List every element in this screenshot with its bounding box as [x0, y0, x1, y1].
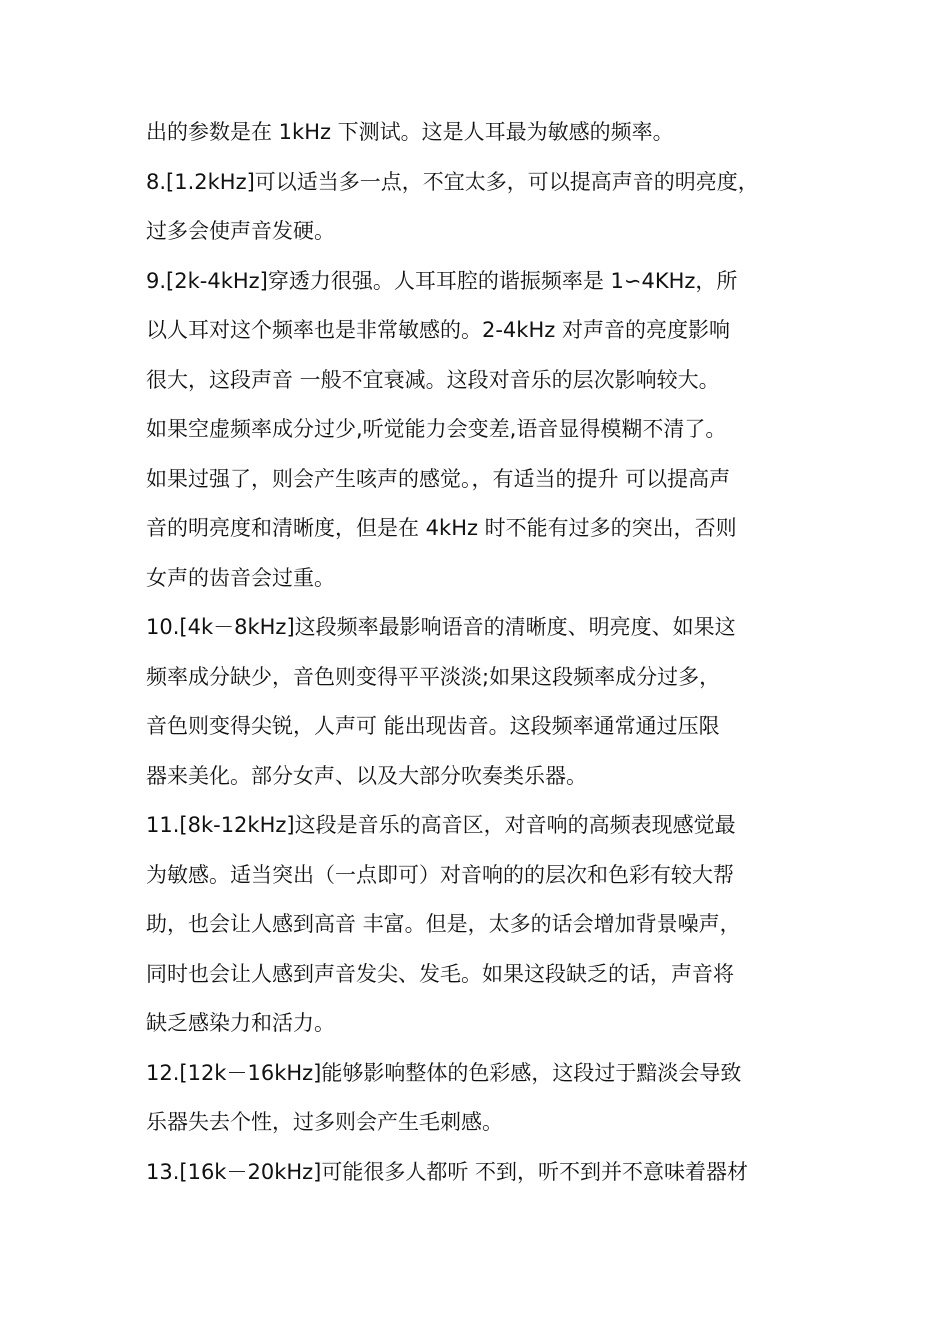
text-line: 同时也会让人感到声音发尖、发毛。如果这段缺乏的话，声音将	[146, 961, 734, 986]
text-line: 10.[4k－8kHz]这段频率最影响语音的清晰度、明亮度、如果这	[146, 615, 736, 639]
text-line: 为敏感。适当突出（一点即可）对音响的的层次和色彩有较大帮	[146, 862, 734, 887]
text-line: 13.[16k－20kHz]可能很多人都听 不到，听不到并不意味着器材	[146, 1159, 749, 1184]
text-line: 缺乏感染力和活力。	[146, 1011, 335, 1035]
document-body	[146, 108, 814, 1197]
text-line: 如果过强了，则会产生咳声的感觉。，有适当的提升 可以提高声	[146, 466, 731, 491]
text-line: 音色则变得尖锐，人声可 能出现齿音。这段频率通常通过压限	[146, 714, 720, 738]
text-line: 助，也会让人感到高音 丰富。但是，太多的话会增加背景噪声，	[146, 912, 741, 936]
text-line: 很大，这段声音 一般不宜衰减。这段对音乐的层次影响较大。	[146, 367, 720, 392]
text-line: 过多会使声音发硬。	[146, 219, 335, 243]
text-line: 12.[12k－16kHz]能够影响整体的色彩感，这段过于黯淡会导致	[146, 1060, 742, 1085]
text-line: 9.[2k-4kHz]穿透力很强。人耳耳腔的谐振频率是 1∽4KHz，所	[146, 268, 738, 293]
text-line: 如果空虚频率成分过少,听觉能力会变差,语音显得模糊不清了。	[146, 417, 727, 441]
text-line: 以人耳对这个频率也是非常敏感的。2-4kHz 对声音的亮度影响	[146, 318, 730, 342]
text-line: 频率成分缺少，音色则变得平平淡淡;如果这段频率成分过多，	[146, 664, 721, 689]
text-line: 8.[1.2kHz]可以适当多一点，不宜太多，可以提高声音的明亮度，	[146, 169, 759, 194]
text-line: 音的明亮度和清晰度，但是在 4kHz 时不能有过多的突出，否则	[146, 516, 737, 540]
text-line: 女声的齿音会过重。	[146, 565, 335, 590]
text-line: 出的参数是在 1kHz 下测试。这是人耳最为敏感的频率。	[146, 120, 674, 144]
text-line: 11.[8k-12kHz]这段是音乐的高音区，对音响的高频表现感觉最	[146, 813, 736, 837]
text-line: 器来美化。部分女声、以及大部分吹奏类乐器。	[146, 763, 587, 788]
text-line: 乐器失去个性，过多则会产生毛刺感。	[146, 1110, 503, 1134]
